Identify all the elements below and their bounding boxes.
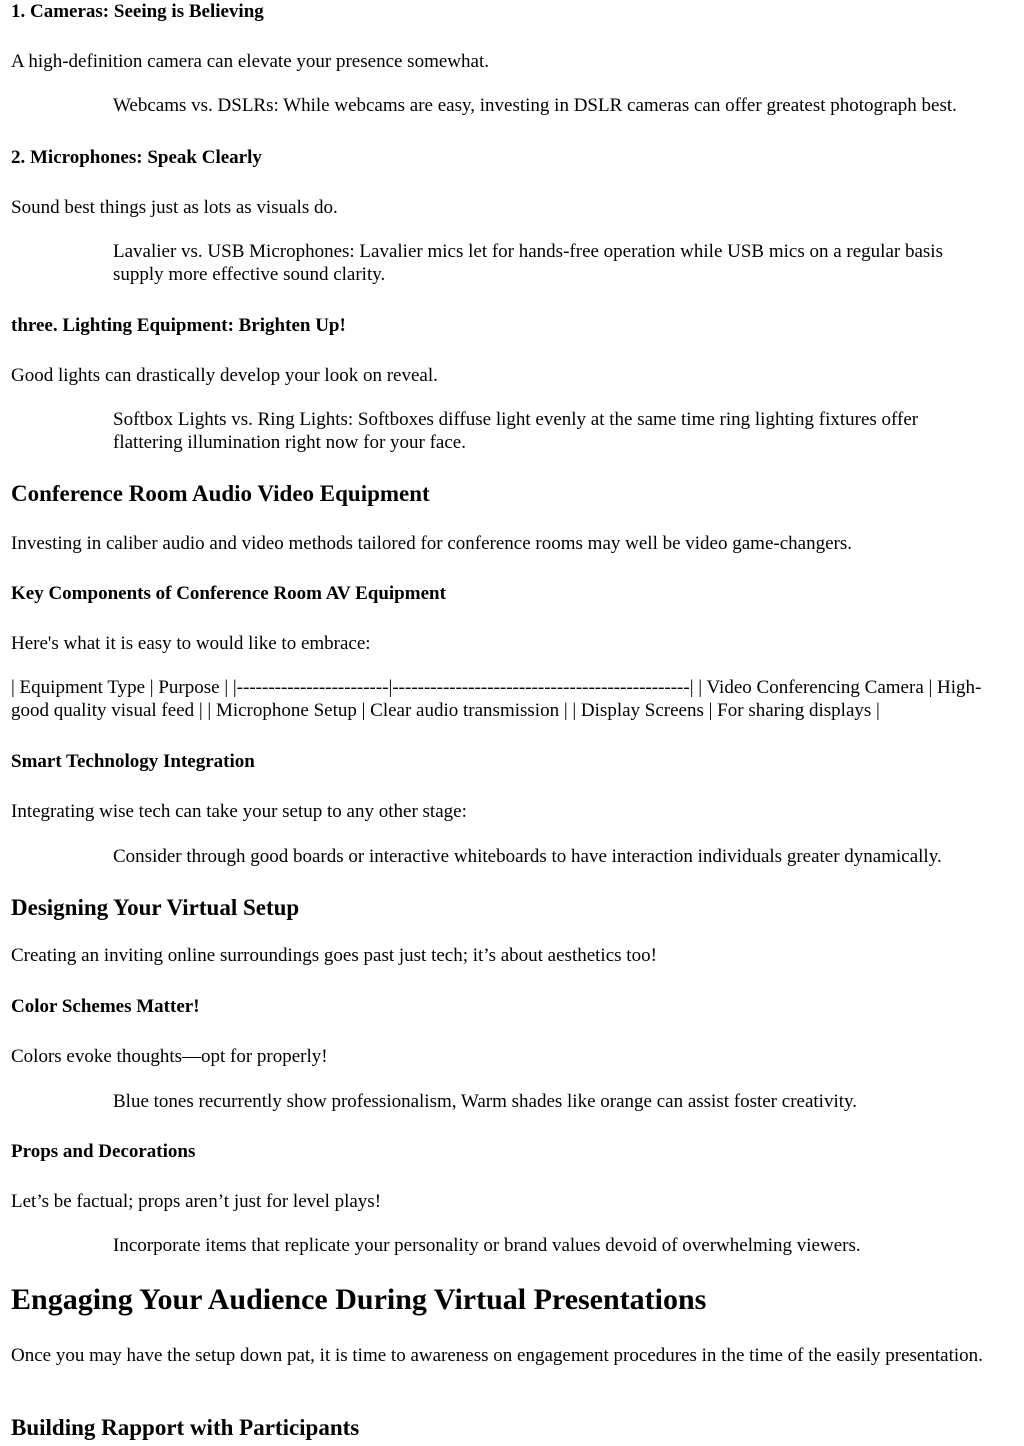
paragraph-conference-intro: Investing in caliber audio and video methods tailored for conference rooms may well be video game-changers. bbox=[11, 533, 852, 554]
paragraph-smart-tech-intro: Integrating wise tech can take your setup to any other stage: bbox=[11, 801, 467, 822]
paragraph-designing-intro: Creating an inviting online surroundings goes past just tech; it’s about aesthetics too! bbox=[11, 945, 657, 966]
section-heading-cameras: 1. Cameras: Seeing is Believing bbox=[11, 1, 264, 22]
paragraph-props-intro: Let’s be factual; props aren’t just for level plays! bbox=[11, 1191, 382, 1212]
section-heading-props: Props and Decorations bbox=[11, 1141, 196, 1162]
section-heading-smart-tech: Smart Technology Integration bbox=[11, 751, 255, 772]
section-heading-key-components: Key Components of Conference Room AV Equipment bbox=[11, 583, 446, 604]
section-heading-microphones: 2. Microphones: Speak Clearly bbox=[11, 147, 262, 168]
section-heading-lighting: three. Lighting Equipment: Brighten Up! bbox=[11, 315, 346, 336]
blockquote-microphones: Lavalier vs. USB Microphones: Lavalier mics let for hands-free operation while USB mics on a regular basis supply more effective sound clarity. bbox=[113, 241, 943, 285]
paragraph-lighting-intro: Good lights can drastically develop your look on reveal. bbox=[11, 365, 438, 386]
section-heading-colors: Color Schemes Matter! bbox=[11, 996, 200, 1017]
section-heading-designing: Designing Your Virtual Setup bbox=[11, 895, 300, 920]
paragraph-microphones-intro: Sound best things just as lots as visuals do. bbox=[11, 197, 338, 218]
blockquote-props: Incorporate items that replicate your personality or brand values devoid of overwhelming viewers. bbox=[113, 1235, 861, 1256]
paragraph-key-components-intro: Here's what it is easy to would like to embrace: bbox=[11, 633, 371, 654]
section-heading-engaging: Engaging Your Audience During Virtual Presentations bbox=[11, 1283, 707, 1316]
paragraph-cameras-intro: A high-definition camera can elevate your presence somewhat. bbox=[11, 51, 489, 72]
blockquote-smart-tech: Consider through good boards or interactive whiteboards to have interaction individuals greater dynamically. bbox=[113, 846, 942, 867]
blockquote-colors: Blue tones recurrently show professionalism, Warm shades like orange can assist foster creativity. bbox=[113, 1091, 858, 1112]
paragraph-engaging-intro: Once you may have the setup down pat, it is time to awareness on engagement procedures in the time of the easily presentation. bbox=[11, 1345, 983, 1366]
section-heading-rapport: Building Rapport with Participants bbox=[11, 1415, 360, 1440]
blockquote-lighting: Softbox Lights vs. Ring Lights: Softboxes diffuse light evenly at the same time ring lighting fixtures offer flattering illumination right now for your face. bbox=[113, 409, 919, 453]
paragraph-colors-intro: Colors evoke thoughts—opt for properly! bbox=[11, 1046, 328, 1067]
section-heading-conference: Conference Room Audio Video Equipment bbox=[11, 481, 430, 506]
raw-markdown-table: | Equipment Type | Purpose | |------------------------|-----------------------------------------------| | Video Conferencing Camera | High-good quality visual feed | | Microphone Setup | Clear audio transmission | | Display Screens | For sharing displays | bbox=[11, 677, 982, 721]
blockquote-cameras: Webcams vs. DSLRs: While webcams are easy, investing in DSLR cameras can offer greatest photograph best. bbox=[113, 95, 957, 116]
